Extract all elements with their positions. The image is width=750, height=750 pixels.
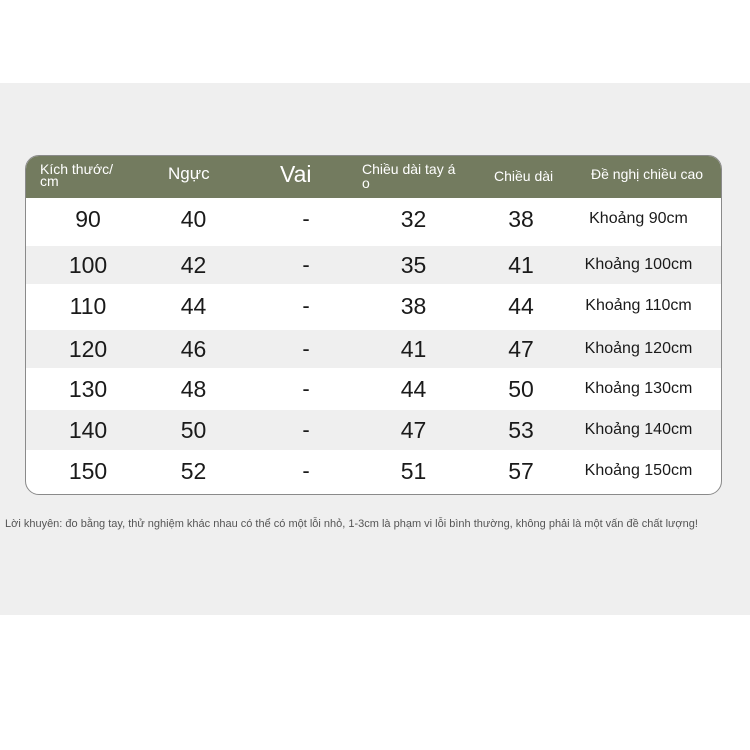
cell-shoulder: -: [302, 458, 310, 483]
cell-chest: 50: [180, 416, 207, 443]
cell-chest: 52: [180, 457, 207, 484]
cell-shoulder: -: [302, 417, 310, 442]
cell-length: 50: [508, 375, 534, 402]
measurement-note: Lời khuyên: đo bằng tay, thử nghiệm khác nhau có thể có một lỗi nhỏ, 1-3cm là phạm vi lỗi bình thường, không phải là một vấn đề chất lượng!: [5, 518, 698, 530]
table-header: [26, 156, 721, 198]
table-row: [26, 284, 721, 328]
header-chest: Ngực: [168, 164, 210, 183]
cell-length: 38: [508, 205, 534, 232]
cell-chest: 42: [180, 251, 207, 278]
cell-chest: 44: [180, 292, 207, 319]
cell-height: Khoảng 150cm: [584, 462, 693, 479]
cell-sleeve: 38: [400, 292, 427, 319]
cell-height: Khoảng 140cm: [584, 421, 693, 438]
cell-shoulder: -: [302, 206, 310, 231]
cell-size: 100: [68, 251, 108, 278]
cell-size: 110: [69, 292, 107, 319]
cell-height: Khoảng 120cm: [584, 340, 693, 357]
cell-size: 140: [68, 416, 108, 443]
header-size: Kích thước/ cm: [40, 161, 114, 189]
cell-size: 150: [68, 457, 108, 484]
cell-size: 120: [68, 335, 108, 362]
table-row: [26, 330, 721, 368]
header-sleeve-length: Chiều dài tay á o: [362, 161, 456, 191]
cell-sleeve: 35: [400, 251, 427, 278]
cell-size: 90: [75, 205, 101, 232]
cell-shoulder: -: [302, 293, 310, 318]
cell-size: 130: [68, 375, 108, 402]
header-length: Chiều dài: [494, 168, 554, 184]
cell-length: 44: [508, 292, 534, 319]
cell-chest: 46: [180, 335, 207, 362]
cell-sleeve: 41: [400, 335, 427, 362]
cell-chest: 40: [180, 205, 207, 232]
cell-height: Khoảng 100cm: [584, 256, 693, 273]
cell-chest: 48: [180, 375, 207, 402]
header-shoulder: Vai: [280, 161, 312, 187]
cell-shoulder: -: [302, 336, 310, 361]
cell-length: 41: [508, 251, 534, 278]
table-row: [26, 368, 721, 410]
cell-sleeve: 47: [400, 416, 427, 443]
table-row: [26, 450, 721, 492]
cell-height: Khoảng 110cm: [585, 297, 692, 314]
cell-sleeve: 32: [400, 205, 427, 232]
cell-length: 47: [508, 335, 534, 362]
cell-sleeve: 51: [400, 457, 427, 484]
cell-height: Khoảng 130cm: [584, 380, 693, 397]
table-row: [26, 246, 721, 284]
cell-length: 53: [508, 416, 534, 443]
table-row: [26, 410, 721, 450]
cell-height: Khoảng 90cm: [589, 210, 688, 227]
cell-shoulder: -: [302, 376, 310, 401]
table-row: [26, 198, 721, 240]
header-recommended-height: Đề nghị chiều cao: [591, 166, 704, 182]
cell-shoulder: -: [302, 252, 310, 277]
cell-length: 57: [508, 457, 534, 484]
size-chart-table: [25, 155, 722, 495]
cell-sleeve: 44: [400, 375, 427, 402]
